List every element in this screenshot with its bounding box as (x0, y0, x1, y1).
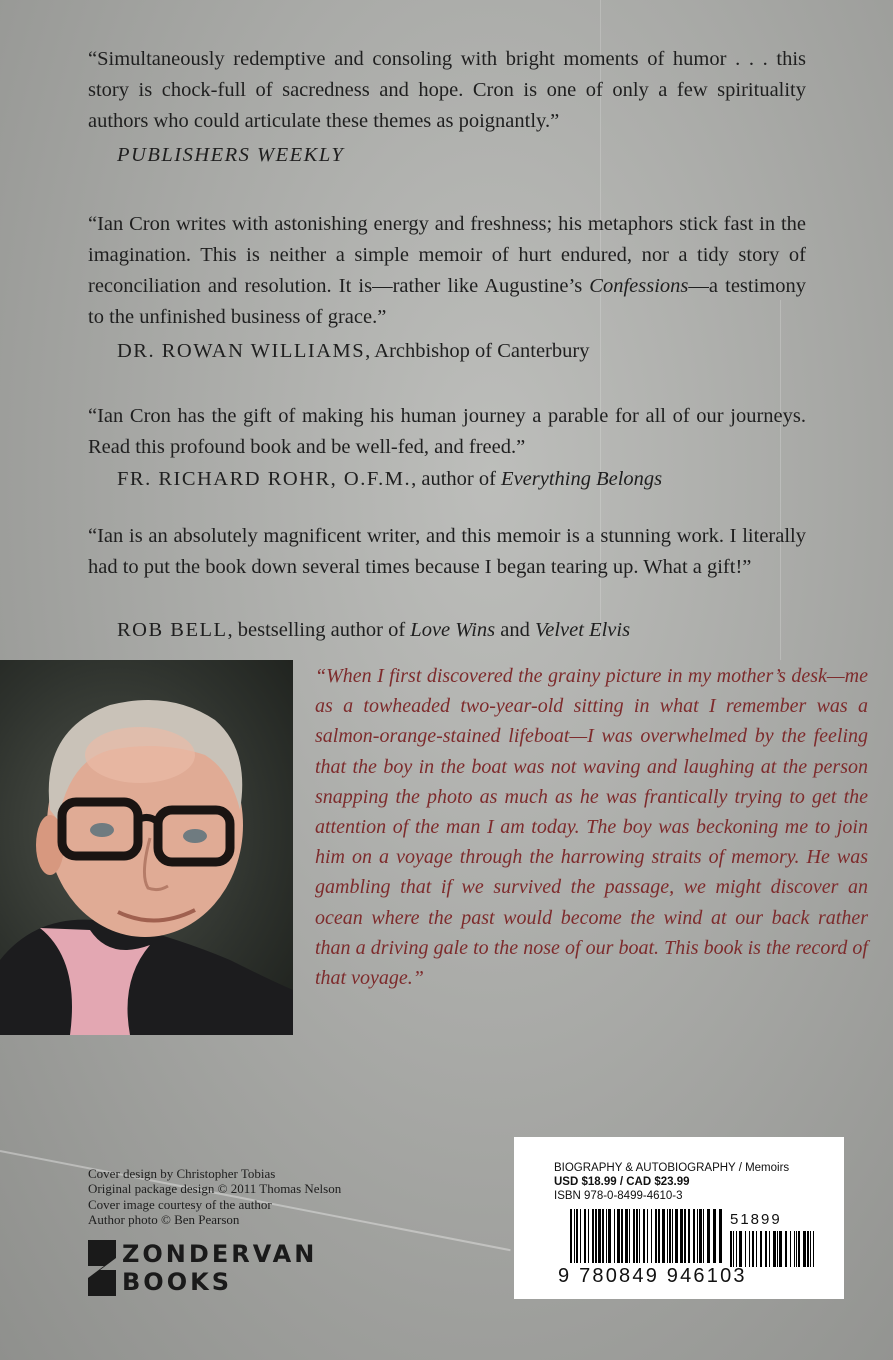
book-price: USD $18.99 / CAD $23.99 (554, 1176, 690, 1188)
credit-line: Original package design © 2011 Thomas Nelson (88, 1181, 342, 1197)
book-excerpt: “When I first discovered the grainy picture in my mother’s desk—me as a towheaded two-year-old sitting in what I remember was a salmon-orange-stained lifeboat—I was overwhelmed by the feeling that the boy in the boat was not waving and laughing at the person snapping the photo as much as he was frantically trying to get the attention of the man I am today. The boy was beckoning me to join him on a voyage through the harrowing straits of memory. He was gambling that if we survived the passage, we might discover an ocean where the past would become the wind at our back rather than a driving gale to the nose of our boat. This book is the record of that voyage.” (315, 665, 868, 990)
reviewer-role: , bestselling author of (227, 619, 411, 641)
review-quote-2-book: Confessions (589, 275, 689, 297)
barcode-box (514, 1137, 844, 1299)
cover-credits (88, 1166, 341, 1228)
review-quote-3: “Ian Cron has the gift of making his human journey a parable for all of our journeys. Read this profound book and be well-fed, and freed.” (88, 405, 806, 458)
barcode-icon (570, 1209, 822, 1267)
publisher-name-line2: BOOKS (122, 1268, 232, 1296)
credit-line: Author photo © Ben Pearson (88, 1212, 240, 1228)
reviewer-role: , author of (411, 468, 502, 490)
review-quote-1: “Simultaneously redemptive and consoling with bright moments of humor . . . this story is chock-full of sacredness and hope. Cron is one of only a few spirituality authors who could articulate these themes as poignantly.” (88, 48, 806, 132)
review-attribution-2 (117, 336, 589, 366)
review-source-1: PUBLISHERS WEEKLY (117, 144, 345, 166)
author-photo (0, 660, 293, 1035)
review-attribution-3 (117, 464, 662, 494)
review-quote-2-text-end: —a testimony to the unfinished business of grace.” (88, 275, 806, 328)
scratch-mark (780, 300, 781, 660)
reviewer-book: Velvet Elvis (535, 619, 631, 641)
zondervan-logo-icon (88, 1240, 116, 1296)
barcode-digits: 9 780849 946103 (558, 1265, 747, 1287)
reviewer-book: Everything Belongs (501, 468, 663, 490)
reviewer-role: , Archbishop of Canterbury (365, 340, 590, 362)
barcode-addon-digits: 51899 (730, 1211, 782, 1228)
credit-line: Cover design by Christopher Tobias (88, 1166, 276, 1181)
review-quote-2-text: “Ian Cron writes with astonishing energy and freshness; his metaphors stick fast in the imagination. This is neither a simple memoir of hurt endured, nor a tidy story of reconciliation and resolution. It is—rather like Augustine’s (88, 213, 806, 297)
author-portrait-illustration (0, 660, 293, 1035)
review-quote-2 (88, 209, 806, 333)
book-category: BIOGRAPHY & AUTOBIOGRAPHY / Memoirs (554, 1162, 790, 1174)
reviewer-name: DR. ROWAN WILLIAMS (117, 340, 366, 362)
reviewer-name: FR. RICHARD ROHR, O.F.M. (117, 468, 412, 490)
reviewer-conjunction: and (495, 619, 535, 641)
reviewer-name: ROB BELL (117, 619, 228, 641)
reviewer-book: Love Wins (410, 619, 496, 641)
review-quote-4: “Ian is an absolutely magnificent writer, and this memoir is a stunning work. I literally had to put the book down several times because I began tearing up. What a gift!” (88, 525, 806, 578)
publisher-name-line1: ZONDERVAN (122, 1240, 318, 1268)
publisher-name (122, 1240, 317, 1296)
book-isbn: ISBN 978-0-8499-4610-3 (554, 1190, 683, 1202)
credit-line: Cover image courtesy of the author (88, 1196, 272, 1212)
review-attribution-4 (117, 615, 630, 645)
